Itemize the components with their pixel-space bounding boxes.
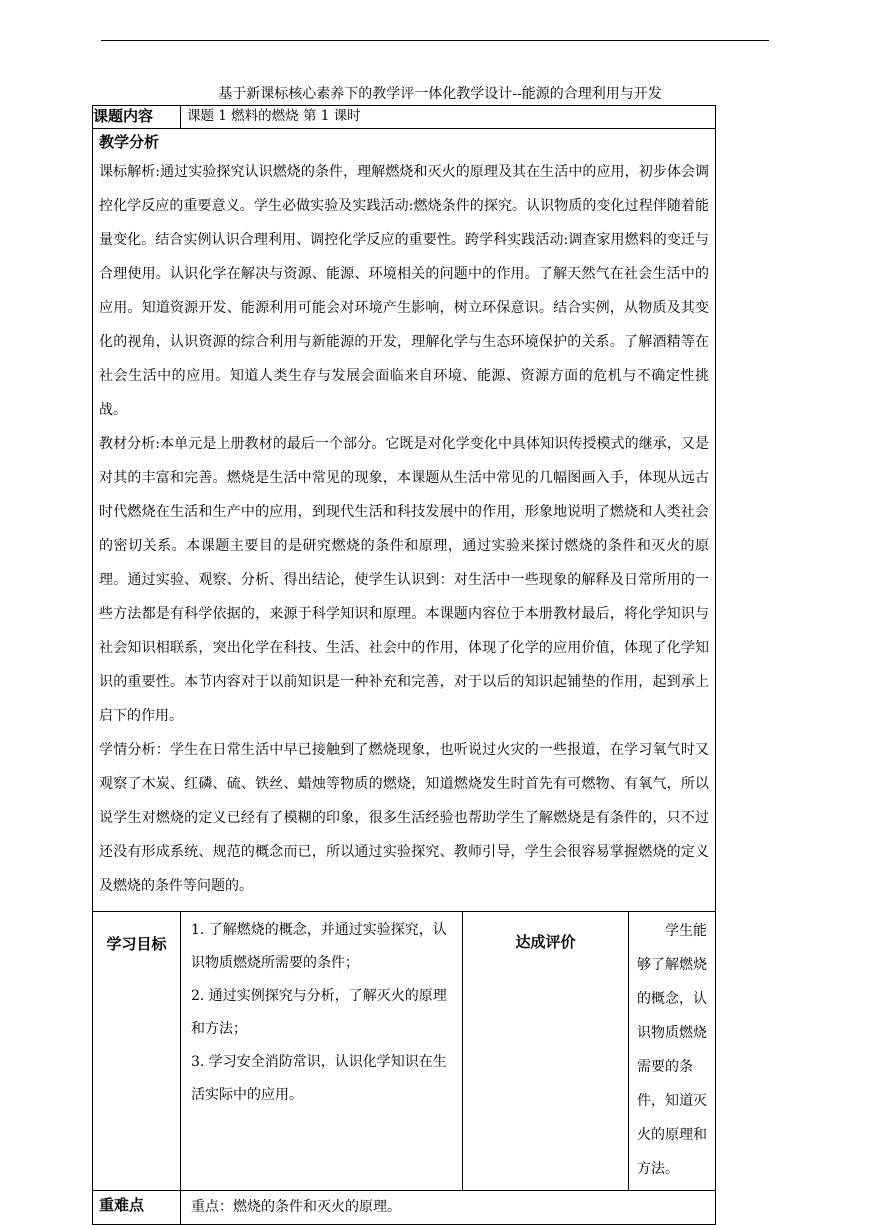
key-points-row [93,1191,716,1225]
evaluation-text: 学生能够了解燃烧的概念，认识物质燃烧需要的条件，知道灭火的原理和方法。 [637,923,707,1177]
student-analysis: 学情分析：学生在日常生活中早已接触到了燃烧现象，也听说过火灾的一些报道，在学习氧气时又观察了木炭、红磷、硫、铁丝、蜡烛等物质的燃烧，知道燃烧发生时首先有可燃物、有氧气，所以说学生对燃烧的定义已经有了模糊的印象，很多生活经验也帮助学生了解燃烧是有条件的，只不过还没有形成系统、规范的概念而已，所以通过实验探究、教师引导，学生会很容易掌握燃烧的定义及燃烧的条件等问题的。 [99,742,710,894]
key-points-label-cell [93,1191,181,1225]
analysis-row [93,129,716,912]
goals-label: 学习目标 [106,935,167,953]
topic-label-cell [93,106,181,129]
goal-item: 3. 学习安全消防常识，认识化学知识在生活实际中的应用。 [191,1054,447,1103]
document-title: 基于新课标核心素养下的教学评一体化教学设计--能源的合理利用与开发 [218,86,662,102]
goals-row [93,912,716,1191]
curriculum-analysis: 课标解析:通过实验探究认识燃烧的条件，理解燃烧和灭火的原理及其在生活中的应用，初步体会调控化学反应的重要意义。学生必做实验及实践活动:燃烧条件的探究。认识物质的变化过程伴随着能量变化。结合实例认识合理利用、调控化学反应的重要性。跨学科实践活动:调查家用燃料的变迁与合理使用。认识化学在解决与资源、能源、环境相关的问题中的作用。了解天然气在社会生活中的应用。知道资源开发、能源利用可能会对环境产生影响，树立环保意识。结合实例，从物质及其变化的视角，认识资源的综合利用与新能源的开发，理解化学与生态环境保护的关系。了解酒精等在社会生活中的应用。知道人类生存与发展会面临来自环境、能源、资源方面的危机与不确定性挑战。 [99,164,710,418]
evaluation-text-cell [629,912,716,1191]
goal-item: 1. 了解燃烧的概念，并通过实验探究，认识物质燃烧所需要的条件； [191,922,447,971]
key-points-label: 重难点 [99,1196,145,1214]
evaluation-label-cell [463,912,629,1191]
lesson-plan-table [92,105,716,1225]
evaluation-label: 达成评价 [515,933,576,951]
topic-label: 课题内容 [93,107,154,125]
goals-list [181,912,463,1191]
key-points-value: 重点：燃烧的条件和灭火的原理。 [181,1191,716,1225]
textbook-analysis: 教材分析:本单元是上册教材的最后一个部分。它既是对化学变化中具体知识传授模式的继承，又是对其的丰富和完善。燃烧是生活中常见的现象，本课题从生活中常见的几幅图画入手，体现从远古时代燃烧在生活和生产中的应用，到现代生活和科技发展中的作用，形象地说明了燃烧和人类社会的密切关系。本课题主要目的是研究燃烧的条件和原理，通过实验来探讨燃烧的条件和灭火的原理。通过实验、观察、分析、得出结论，使学生认识到：对生活中一些现象的解释及日常所用的一些方法都是有科学依据的，来源于科学知识和原理。本课题内容位于本册教材最后，将化学知识与社会知识相联系，突出化学在科技、生活、社会中的作用，体现了化学的应用价值，体现了化学知识的重要性。本节内容对于以前知识是一种补充和完善，对于以后的知识起铺垫的作用，起到承上启下的作用。 [99,436,710,724]
analysis-cell [93,129,716,912]
topic-row [93,106,716,129]
header-rule [101,40,769,41]
topic-value: 课题 1 燃料的燃烧 第 1 课时 [181,106,716,129]
goal-item: 2. 通过实例探究与分析，了解灭火的原理和方法； [191,988,447,1037]
analysis-title: 教学分析 [99,133,160,151]
goals-label-cell [93,912,181,1191]
